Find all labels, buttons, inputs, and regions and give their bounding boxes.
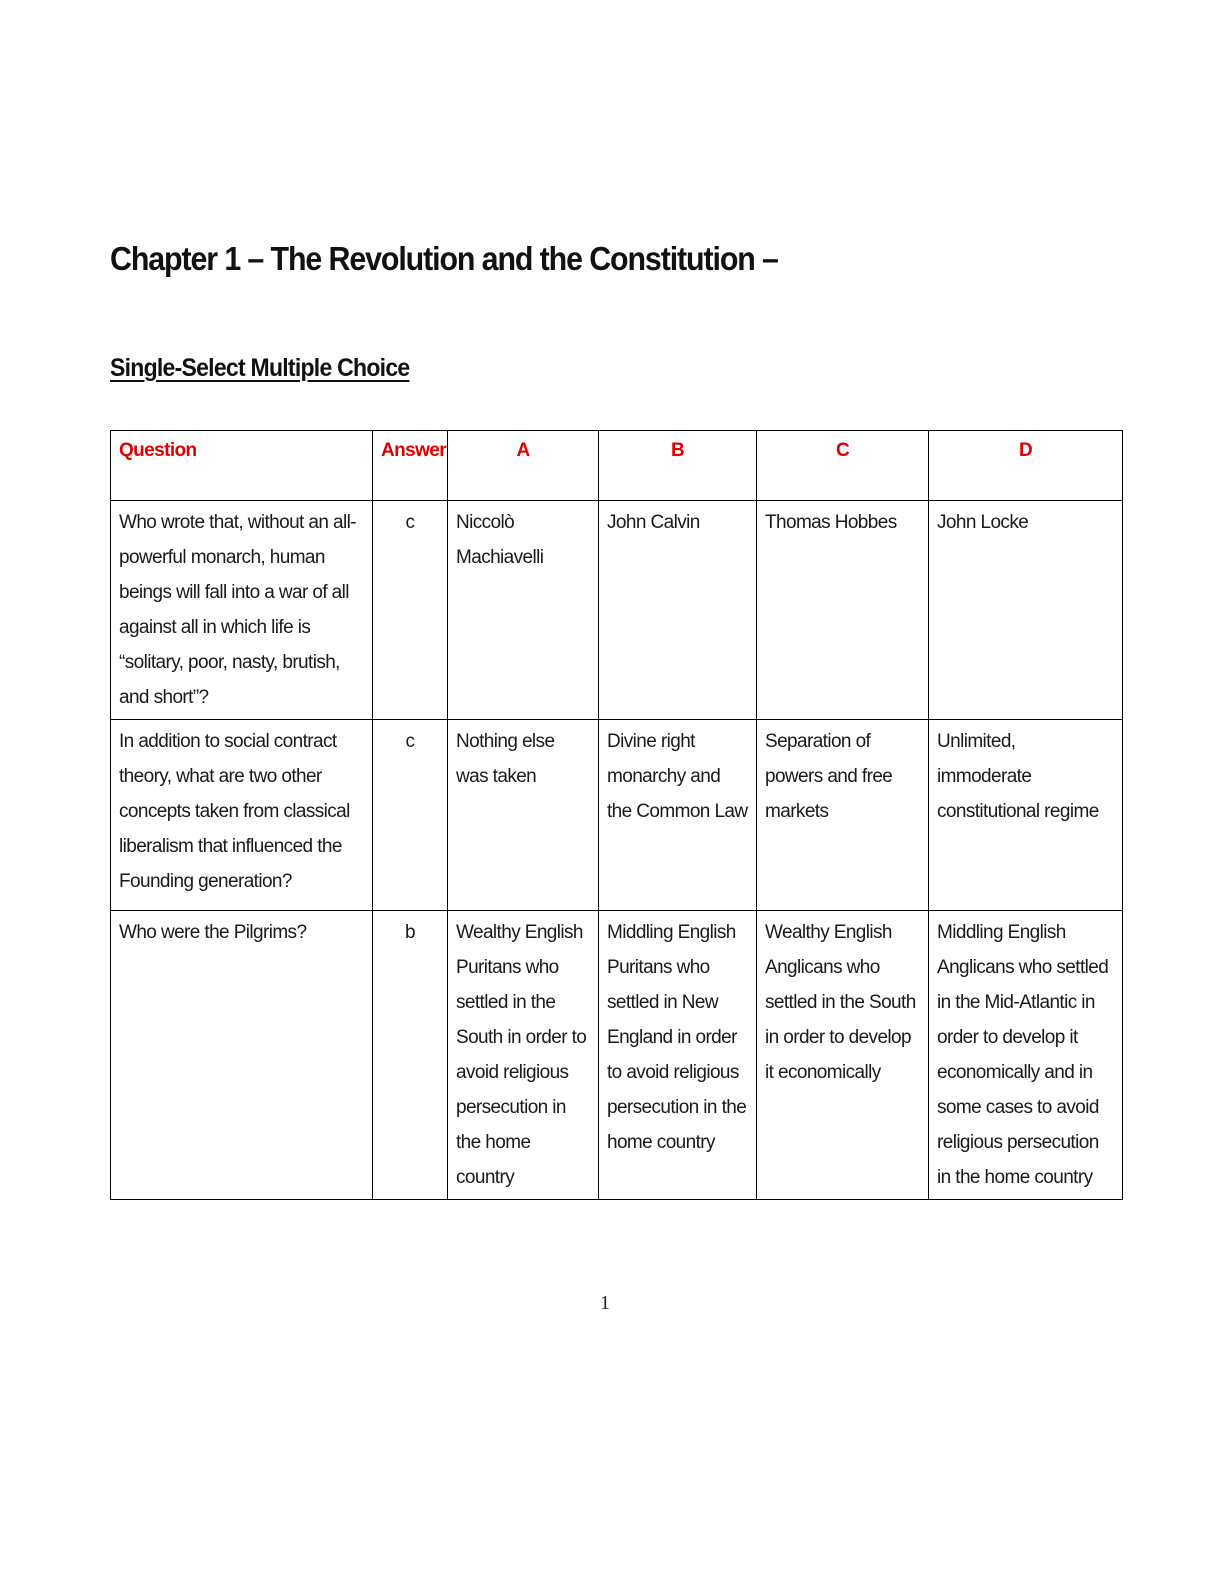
- table-row: [111, 911, 1123, 1200]
- header-option-a: A: [448, 431, 599, 501]
- header-answer: Answer: [373, 431, 448, 501]
- quiz-table: [110, 430, 1123, 1200]
- page-number: 1: [600, 1292, 610, 1314]
- option-d-cell: John Locke: [929, 501, 1123, 720]
- header-question: Question: [111, 431, 373, 501]
- answer-cell: c: [373, 501, 448, 720]
- option-b-cell: Divine right monarchy and the Common Law: [599, 720, 757, 911]
- option-d-cell: Middling English Anglicans who settled in the Mid-Atlantic in order to develop it economically and in some cases to avoid religious persecution in the home country: [929, 911, 1123, 1200]
- option-c-cell: Separation of powers and free markets: [757, 720, 929, 911]
- question-cell: Who were the Pilgrims?: [111, 911, 373, 1200]
- header-option-d: D: [929, 431, 1123, 501]
- option-c-cell: Wealthy English Anglicans who settled in the South in order to develop it economically: [757, 911, 929, 1200]
- option-a-cell: Nothing else was taken: [448, 720, 599, 911]
- option-a-cell: Wealthy English Puritans who settled in the South in order to avoid religious persecution in the home country: [448, 911, 599, 1200]
- option-c-cell: Thomas Hobbes: [757, 501, 929, 720]
- section-heading: Single-Select Multiple Choice: [110, 354, 410, 382]
- option-a-cell: Niccolò Machiavelli: [448, 501, 599, 720]
- answer-cell: c: [373, 720, 448, 911]
- table-row: [111, 720, 1123, 911]
- answer-cell: b: [373, 911, 448, 1200]
- option-b-cell: Middling English Puritans who settled in New England in order to avoid religious persecution in the home country: [599, 911, 757, 1200]
- question-cell: In addition to social contract theory, what are two other concepts taken from classical liberalism that influenced the Founding generation?: [111, 720, 373, 911]
- table-header-row: [111, 431, 1123, 501]
- option-d-cell: Unlimited, immoderate constitutional regime: [929, 720, 1123, 911]
- question-cell: Who wrote that, without an all-powerful monarch, human beings will fall into a war of all against all in which life is “solitary, poor, nasty, brutish, and short”?: [111, 501, 373, 720]
- header-option-b: B: [599, 431, 757, 501]
- table-row: [111, 501, 1123, 720]
- header-option-c: C: [757, 431, 929, 501]
- option-b-cell: John Calvin: [599, 501, 757, 720]
- chapter-title: Chapter 1 – The Revolution and the Constitution –: [110, 240, 778, 277]
